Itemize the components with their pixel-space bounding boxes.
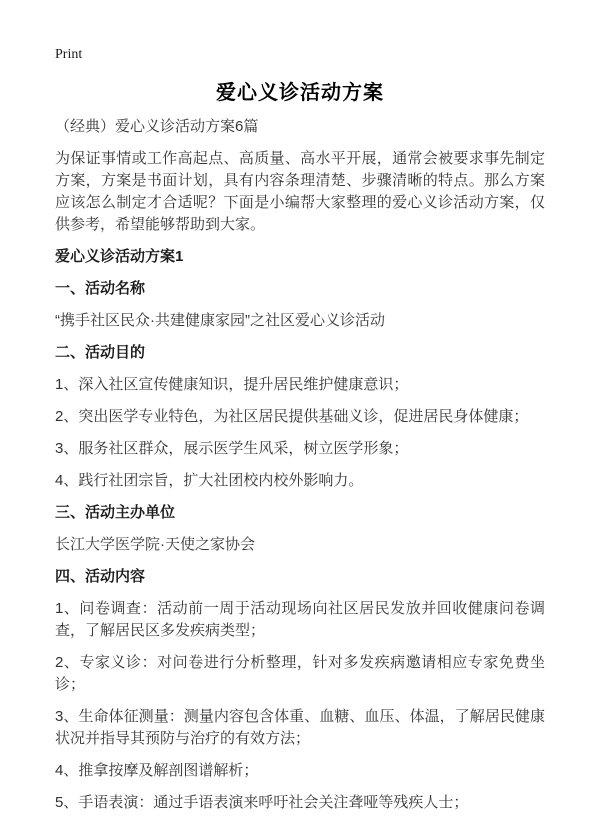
purpose-item-4: 4、践行社团宗旨，扩大社团校内校外影响力。 [55, 472, 364, 489]
purpose-item-3: 3、服务社区群众，展示医学生风采，树立医学形象； [55, 440, 409, 457]
purpose-item-2: 2、突出医学专业特色，为社区居民提供基础义诊，促进居民身体健康； [55, 408, 529, 425]
content-item-4: 4、推拿按摩及解剖图谱解析； [55, 762, 259, 779]
print-link[interactable]: Print [55, 47, 83, 62]
section-heading-activity-purpose: 二、活动目的 [55, 344, 146, 361]
purpose-item-1: 1、深入社区宣传健康知识，提升居民维护健康意识； [55, 376, 409, 393]
document-body [55, 116, 545, 814]
section-heading-activity-name: 一、活动名称 [55, 280, 146, 297]
organizer-text: 长江大学医学院·天使之家协会 [55, 536, 255, 553]
plan-1-title: 爱心义诊活动方案1 [55, 248, 184, 265]
content-item-1: 1、问卷调查：活动前一周于活动现场向社区居民发放并回收健康问卷调查，了解居民区多发疾病类型； [55, 600, 545, 639]
content-item-2: 2、专家义诊：对问卷进行分析整理，针对多发疾病邀请相应专家免费坐诊； [55, 654, 545, 693]
activity-name-text: “携手社区民众·共建健康家园”之社区爱心义诊活动 [55, 312, 385, 329]
content-item-5: 5、手语表演：通过手语表演来呼吁社会关注聋哑等残疾人士； [55, 794, 469, 811]
page-title: 爱心义诊活动方案 [216, 82, 384, 104]
document-subtitle: （经典）爱心义诊活动方案6篇 [55, 118, 259, 135]
intro-paragraph: 为保证事情或工作高起点、高质量、高水平开展，通常会被要求事先制定方案，方案是书面计划，具有内容条理清楚、步骤清晰的特点。那么方案应该怎么制定才合适呢？下面是小编帮大家整理的爱心义诊活动方案，仅供参考，希望能够帮助到大家。 [55, 150, 545, 233]
content-item-3: 3、生命体征测量：测量内容包含体重、血糖、血压、体温，了解居民健康状况并指导其预防与治疗的有效方法； [55, 708, 545, 747]
section-heading-organizer: 三、活动主办单位 [55, 504, 176, 521]
section-heading-activity-content: 四、活动内容 [55, 568, 146, 585]
